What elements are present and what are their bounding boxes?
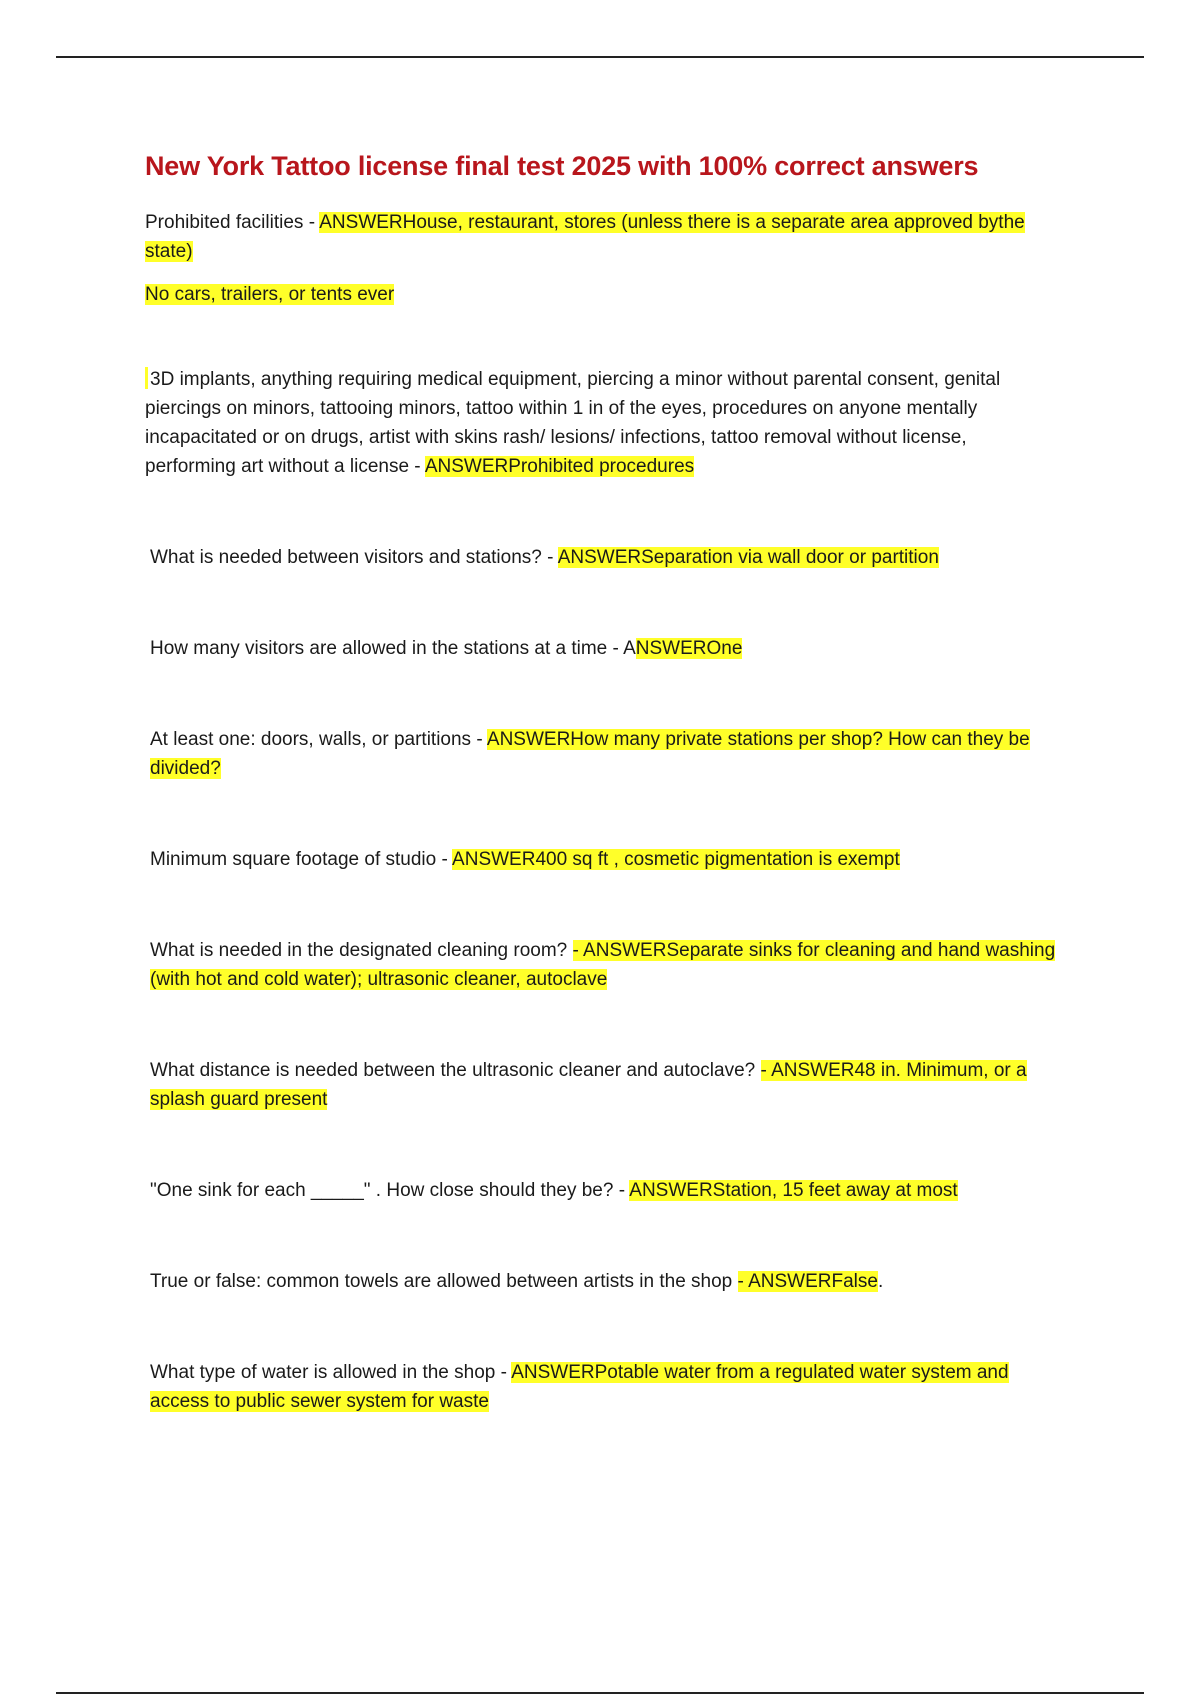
answer-text: ANSWERHow many private stations per shop? How can they be divided? (150, 729, 1030, 779)
qa-item-cleaner-distance (145, 1056, 1060, 1114)
trailing-period: . (877, 1271, 884, 1292)
document-title: New York Tattoo license final test 2025 with 100% correct answers (145, 151, 979, 181)
answer-text: ANSWERHouse, restaurant, stores (unless there is a separate area approved bythe state) (145, 212, 1025, 262)
answer-text: ANSWERPotable water from a regulated water system and access to public sewer system for waste (150, 1362, 1009, 1412)
note-no-cars (145, 280, 1060, 309)
answer-text: - ANSWERSeparate sinks for cleaning and hand washing (with hot and cold water); ultrasonic cleaner, autoclave (150, 940, 1056, 990)
question-text: At least one: doors, walls, or partitions - (150, 729, 487, 750)
document-body (145, 146, 1060, 1416)
qa-item-prohibited-procedures (145, 365, 1060, 481)
qa-item-prohibited-facilities (145, 208, 1060, 266)
question-text: Prohibited facilities - (145, 212, 320, 233)
qa-item-visitors-per-station (145, 634, 1060, 663)
answer-text: NSWEROne (635, 638, 743, 659)
qa-item-sink-per-station (145, 1176, 1060, 1205)
answer-text: - ANSWERFalse (737, 1271, 878, 1292)
answer-text: ANSWERSeparation via wall door or partition (557, 547, 939, 568)
question-text: What is needed in the designated cleaning room? (150, 940, 573, 961)
answer-text: - ANSWER48 in. Minimum, or a splash guard present (150, 1060, 1027, 1110)
qa-item-common-towels (145, 1267, 1060, 1296)
question-text: True or false: common towels are allowed between artists in the shop (150, 1271, 738, 1292)
question-text: How many visitors are allowed in the stations at a time - A (150, 638, 636, 659)
question-text: 3D implants, anything requiring medical equipment, piercing a minor without parental consent, genital piercings on minors, tattooing minors, tattoo within 1 in of the eyes, procedures on anyone mentally incapacitated or on drugs, artist with skins rash/ lesions/ infections, tattoo removal without license, performing art without a license - (145, 369, 1001, 477)
bottom-rule (56, 1692, 1144, 1694)
question-text: "One sink for each _____" . How close should they be? - (150, 1180, 630, 1201)
qa-item-private-stations (145, 725, 1060, 783)
qa-item-cleaning-room (145, 936, 1060, 994)
qa-item-square-footage (145, 845, 1060, 874)
question-text: What distance is needed between the ultrasonic cleaner and autoclave? (150, 1060, 761, 1081)
answer-text: ANSWERStation, 15 feet away at most (629, 1180, 958, 1201)
question-text: What is needed between visitors and stations? - (150, 547, 558, 568)
qa-item-water-type (145, 1358, 1060, 1416)
question-text: What type of water is allowed in the shop - (150, 1362, 512, 1383)
top-rule (56, 56, 1144, 58)
qa-item-visitor-separation (145, 543, 1060, 572)
text-cursor-marker (145, 367, 148, 389)
question-text: Minimum square footage of studio - (150, 849, 453, 870)
answer-text: ANSWER400 sq ft , cosmetic pigmentation is exempt (452, 849, 900, 870)
answer-text: ANSWERProhibited procedures (424, 456, 695, 477)
note-text: No cars, trailers, or tents ever (145, 284, 395, 305)
